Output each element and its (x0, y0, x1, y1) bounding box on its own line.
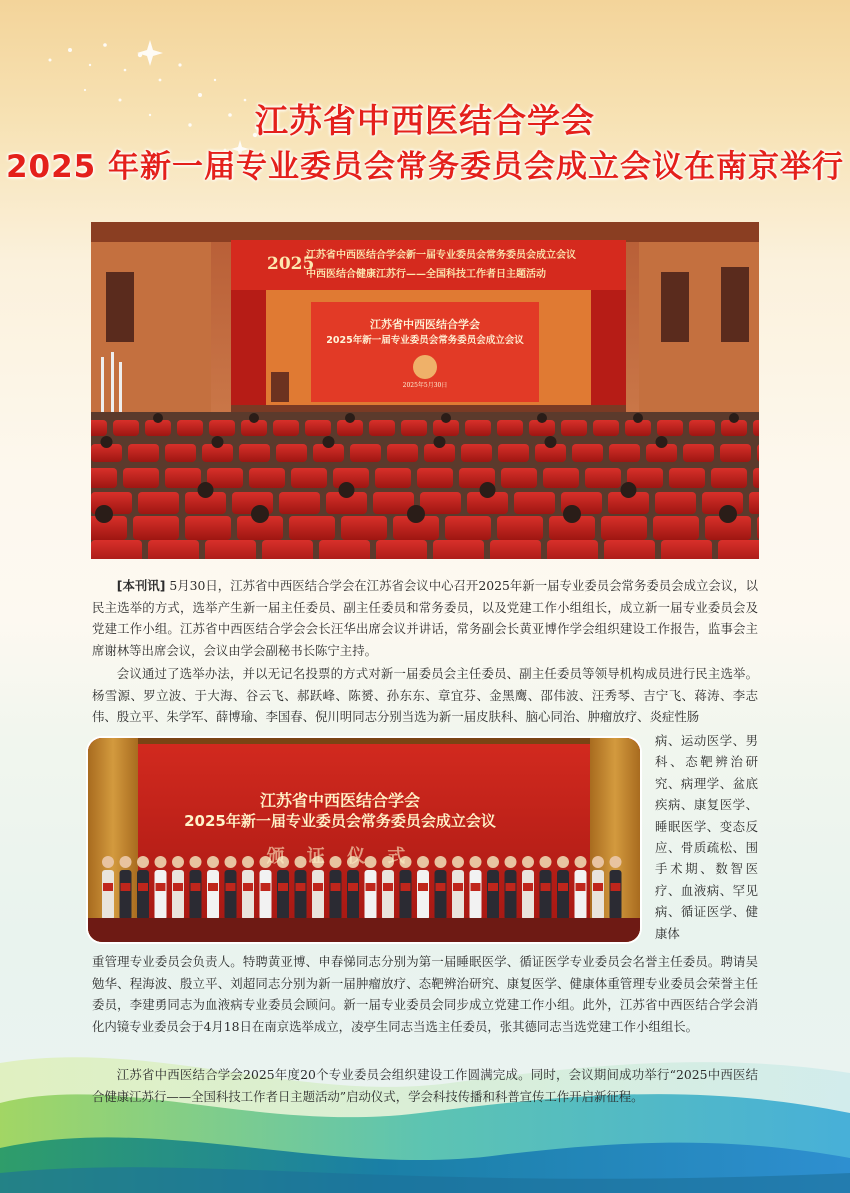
certificate (331, 883, 341, 891)
audience-seat (683, 444, 714, 462)
person-figure (277, 870, 289, 920)
audience-seat (276, 444, 307, 462)
person-head (557, 856, 569, 868)
audience-head (633, 413, 643, 423)
article-tag: [本刊讯] (116, 578, 166, 593)
audience-seat (689, 420, 715, 436)
audience-seat (91, 540, 142, 559)
audience-head (537, 413, 547, 423)
person-figure (225, 870, 237, 920)
person-figure (400, 870, 412, 920)
article-paragraph-2: 会议通过了选举办法，并以无记名投票的方式对新一届委员会主任委员、副主任委员等领导机构成员进行民主选举。杨雪源、罗立波、于大海、谷云飞、郝跃峰、陈赟、孙东东、章宜芬、金黑鹰、邵伟波、汪秀琴、吉宁飞、蒋涛、李志伟、殷立平、朱学军、薛博瑜、李国春、倪川明同志分别当选为新一届皮肤科、脑心同治、肿瘤放疗、炎症性肠 (92, 666, 758, 725)
audience-seat (205, 540, 256, 559)
person-figure (137, 870, 149, 920)
audience-head (719, 505, 737, 523)
audience-seat (387, 444, 418, 462)
audience-seat (561, 420, 587, 436)
audience-seat (123, 468, 159, 488)
audience-seat (207, 468, 243, 488)
person-figure (435, 870, 447, 920)
audience-seat (138, 492, 179, 514)
audience-seat (319, 540, 370, 559)
person-head (592, 856, 604, 868)
audience-head (345, 413, 355, 423)
article-paragraph-1 (92, 575, 758, 661)
person-figure (470, 870, 482, 920)
certificate (278, 883, 288, 891)
article-paragraph-3: 重管理专业委员会负责人。特聘黄亚博、申春悌同志分别为第一届睡眠医学、循证医学专业委员会名誉主任委员。聘请吴勉华、程海波、殷立平、刘超同志分别为新一届肿瘤放疗、态靶辨治研究、康复医学、健康体重管理专业委员会荣誉主任委员，李建勇同志为血液病专业委员会顾问。新一届专业委员会同步成立党建工作小组。此外，江苏省中西医结合学会消化内镜专业委员会于4月18日在南京选举成立，凌亭生同志当选主任委员，张其德同志当选党建工作小组组长。 (92, 954, 758, 1034)
audience-seat (417, 468, 453, 488)
article-paragraph-4: 江苏省中西医结合学会2025年度20个专业委员会组织建设工作圆满完成。同时，会议期间成功举行“2025中西医结合健康江苏行——全国科技工作者日主题活动”启动仪式，学会科技传播和科普宣传工作开启新征程。 (92, 1067, 758, 1104)
audience-seat (420, 492, 461, 514)
person-figure (155, 870, 167, 920)
audience-seat (289, 516, 335, 540)
person-figure (417, 870, 429, 920)
audience-seat (753, 420, 759, 436)
audience-seat (401, 420, 427, 436)
audience-head (251, 505, 269, 523)
certificate (243, 883, 253, 891)
audience-seat (249, 468, 285, 488)
person-figure (365, 870, 377, 920)
audience-seat (711, 468, 747, 488)
audience-head (656, 436, 668, 448)
audience-seat (497, 420, 523, 436)
person-figure (522, 870, 534, 920)
audience-seat (350, 444, 381, 462)
certificate (138, 883, 148, 891)
audience-seat (497, 516, 543, 540)
person-figure (172, 870, 184, 920)
audience-seat (593, 420, 619, 436)
certificate (593, 883, 603, 891)
audience-seat (490, 540, 541, 559)
audience-head (434, 436, 446, 448)
person-figure (312, 870, 324, 920)
certificate (488, 883, 498, 891)
page-title (0, 100, 850, 190)
certificate (471, 883, 481, 891)
certificate (173, 883, 183, 891)
certificate (121, 883, 131, 891)
audience-head (101, 436, 113, 448)
audience-seat (498, 444, 529, 462)
certificate (576, 883, 586, 891)
photo1-screen-line1: 江苏省中西医结合学会 (370, 318, 480, 331)
certificate (348, 883, 358, 891)
person-figure (102, 870, 114, 920)
audience-seat (165, 444, 196, 462)
audience-seat (609, 444, 640, 462)
person-figure (592, 870, 604, 920)
audience-seat (601, 516, 647, 540)
person-figure (540, 870, 552, 920)
audience-head (153, 413, 163, 423)
certificate (261, 883, 271, 891)
person-head (120, 856, 132, 868)
audience-seat (239, 444, 270, 462)
audience-seat (305, 420, 331, 436)
audience-head (621, 482, 637, 498)
person-head (102, 856, 114, 868)
audience-seat (585, 468, 621, 488)
audience-seat (177, 420, 203, 436)
certificate (558, 883, 568, 891)
audience-seat (501, 468, 537, 488)
audience-seat (572, 444, 603, 462)
audience-head (339, 482, 355, 498)
certificate (226, 883, 236, 891)
audience-head (249, 413, 259, 423)
person-figure (330, 870, 342, 920)
photo1-screen-line2: 2025年新一届专业委员会常务委员会成立会议 (326, 335, 524, 346)
person-figure (610, 870, 622, 920)
audience-head (441, 413, 451, 423)
photo1-banner-line2: 中西医结合健康江苏行——全国科技工作者日主题活动 (306, 269, 546, 280)
certificate (191, 883, 201, 891)
audience-seat (433, 540, 484, 559)
person-figure (207, 870, 219, 920)
audience-seat (669, 468, 705, 488)
audience-head (729, 413, 739, 423)
audience-seat (661, 540, 712, 559)
audience-seat (445, 516, 491, 540)
certificate (453, 883, 463, 891)
audience-seat (514, 492, 555, 514)
audience-seat (604, 540, 655, 559)
certificate (506, 883, 516, 891)
audience-seat (749, 492, 759, 514)
audience-seat (148, 540, 199, 559)
certificate (523, 883, 533, 891)
person-figure (382, 870, 394, 920)
article-paragraph-2-wrap: 病、运动医学、男科、态靶辨治研究、病理学、盆底疾病、康复医学、睡眠医学、变态反应、骨质疏松、围手术期、数智医疗、血液病、罕见病、循证医学、健康体 (655, 733, 758, 941)
audience-seat (757, 444, 759, 462)
certificate (156, 883, 166, 891)
certificate (541, 883, 551, 891)
audience-head (563, 505, 581, 523)
photo2-line-1: 江苏省中西医结合学会 (259, 791, 420, 810)
audience-seat (209, 420, 235, 436)
audience-seat (753, 468, 759, 488)
title-line-1: 江苏省中西医结合学会 (255, 101, 595, 140)
certificate (366, 883, 376, 891)
certificate (383, 883, 393, 891)
audience-seat (547, 540, 598, 559)
audience-seat (657, 420, 683, 436)
audience-seat (757, 516, 759, 540)
audience-head (198, 482, 214, 498)
audience-head (212, 436, 224, 448)
audience-seat (133, 516, 179, 540)
person-head (575, 856, 587, 868)
certificate (418, 883, 428, 891)
audience-head (545, 436, 557, 448)
audience-seat (91, 420, 107, 436)
audience-seat (113, 420, 139, 436)
person-figure (260, 870, 272, 920)
audience-seat (543, 468, 579, 488)
audience-seat (718, 540, 759, 559)
certificate (313, 883, 323, 891)
person-figure (295, 870, 307, 920)
article-paragraph-1-text: 5月30日，江苏省中西医结合学会在江苏省会议中心召开2025年新一届专业委员会常务委员会成立会议，以民主选举的方式，选举产生新一届主任委员、副主任委员和常务委员，以及党建工作小组组长，成立新一届专业委员会及党建工作小组。江苏省中西医结合学会会长汪华出席会议并讲话，常务副会长黄亚博作学会组织建设工作报告，监事会主席谢林等出席会议，会议由学会副秘书长陈宁主持。 (92, 578, 758, 658)
certificate (208, 883, 218, 891)
person-figure (120, 870, 132, 920)
person-figure (347, 870, 359, 920)
audience-seat (461, 444, 492, 462)
certificate (611, 883, 621, 891)
photo2-line-3: 颁 证 仪 式 (266, 846, 414, 867)
person-figure (242, 870, 254, 920)
person-figure (452, 870, 464, 920)
audience-seat (375, 468, 411, 488)
audience-seat (91, 468, 117, 488)
photo1-banner-line1: 江苏省中西医结合学会新一届专业委员会常务委员会成立会议 (306, 250, 576, 261)
audience-head (480, 482, 496, 498)
audience-head (323, 436, 335, 448)
photo2-line-2: 2025年新一届专业委员会常务委员会成立会议 (184, 812, 496, 830)
certificate (296, 883, 306, 891)
person-head (540, 856, 552, 868)
audience-seat (653, 516, 699, 540)
audience-seat (341, 516, 387, 540)
person-figure (190, 870, 202, 920)
certificate-ceremony-photo (88, 738, 640, 942)
audience-seat (291, 468, 327, 488)
audience-seat (165, 468, 201, 488)
person-head (610, 856, 622, 868)
audience-seat (262, 540, 313, 559)
audience-seat (279, 492, 320, 514)
audience-seat (720, 444, 751, 462)
certificate (103, 883, 113, 891)
audience-head (407, 505, 425, 523)
title-line-2: 2025 年新一届专业委员会常务委员会成立会议在南京举行 (5, 149, 845, 185)
audience-seat (128, 444, 159, 462)
audience-head (95, 505, 113, 523)
audience-seat (465, 420, 491, 436)
certificate (436, 883, 446, 891)
photo1-banner-year: 2025 (267, 254, 315, 274)
audience-seat (185, 516, 231, 540)
certificate (401, 883, 411, 891)
person-figure (575, 870, 587, 920)
audience-seat (655, 492, 696, 514)
audience-seat (273, 420, 299, 436)
audience-seat (376, 540, 427, 559)
audience-seat (369, 420, 395, 436)
person-figure (505, 870, 517, 920)
photo1-screen-date: 2025年5月30日 (402, 382, 448, 389)
person-figure (487, 870, 499, 920)
person-figure (557, 870, 569, 920)
